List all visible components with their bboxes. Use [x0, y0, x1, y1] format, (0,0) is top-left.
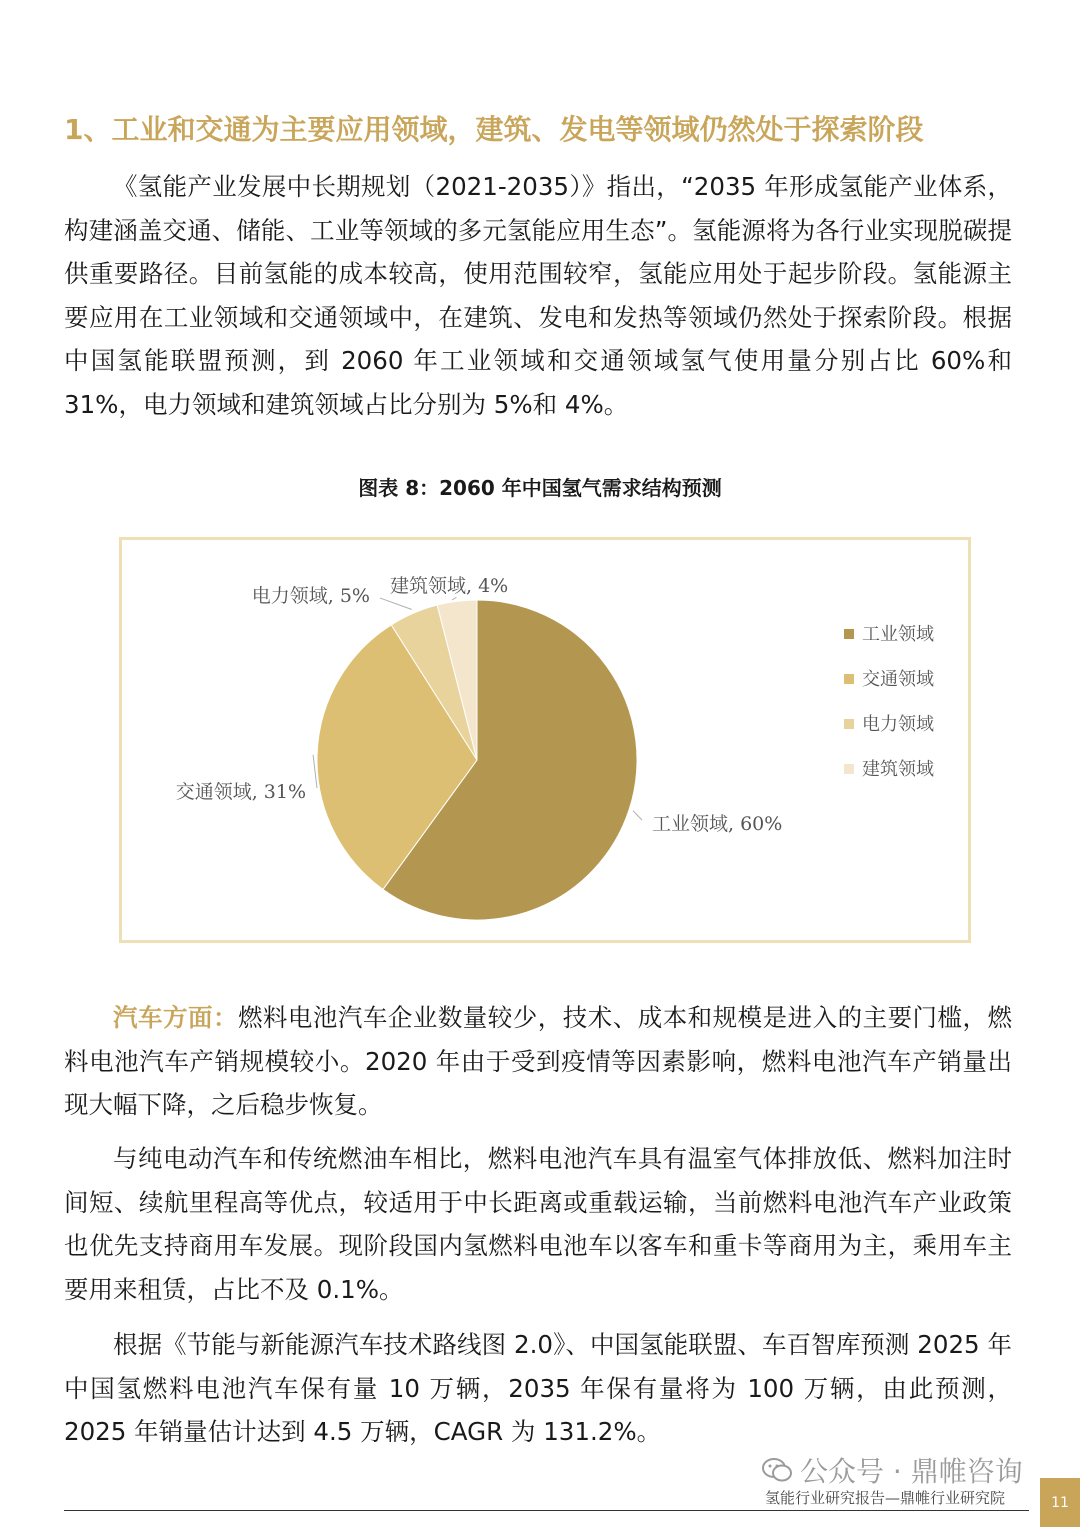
watermark-text: 公众号 · 鼎帷咨询 — [800, 1455, 1023, 1488]
paragraph-1: 《氢能产业发展中长期规划（2021-2035）》指出，“2035 年形成氢能产业体系，构建涵盖交通、储能、工业等领域的多元氢能应用生态”。氢能源将为各行业实现脱碳提供重要路径。目前氢能的成本较高，使用范围较窄，氢能应用处于起步阶段。氢能源主要应用在工业领域和交通领域中，在建筑、发电和发热等领域仍然处于探索阶段。根据中国氢能联盟预测，到 2060 年工业领域和交通领域氢气使用量分别占比 60%和 31%，电力领域和建筑领域占比分别为 5%和 4%。 — [64, 172, 1012, 419]
pie-chart — [122, 540, 968, 940]
legend-label-3: 电力领域 — [862, 714, 934, 735]
paragraph-3: 与纯电动汽车和传统燃油车相比，燃料电池汽车具有温室气体排放低、燃料加注时间短、续航里程高等优点，较适用于中长距离或重载运输，当前燃料电池汽车产业政策也优先支持商用车发展。现阶段国内氢燃料电池车以客车和重卡等商用为主，乘用车主要用来租赁，占比不及 0.1%。 — [64, 1144, 1012, 1304]
leader-line-3 — [380, 598, 412, 609]
leader-line-2 — [313, 755, 317, 788]
legend-label-1: 工业领域 — [862, 624, 934, 645]
legend-swatch-1 — [844, 629, 854, 639]
data-label-3: 电力领域, 5% — [251, 585, 370, 607]
paragraph-2-body: 燃料电池汽车企业数量较少，技术、成本和规模是进入的主要门槛，燃料电池汽车产销规模较小。2020 年由于受到疫情等因素影响，燃料电池汽车产销量出现大幅下降，之后稳步恢复。 — [64, 1003, 1013, 1120]
legend-label-4: 建筑领域 — [862, 759, 934, 780]
chart-frame — [119, 537, 971, 943]
legend-label-2: 交通领域 — [862, 669, 934, 690]
legend-swatch-4 — [844, 764, 854, 774]
footer-divider — [64, 1510, 1029, 1511]
leader-line-1 — [633, 811, 642, 820]
paragraph-4: 根据《节能与新能源汽车技术路线图 2.0》、中国氢能联盟、车百智库预测 2025 年中国氢燃料电池汽车保有量 10 万辆，2035 年保有量将为 100 万辆，由此预测，2025 年销量估计达到 4.5 万辆，CAGR 为 131.2%。 — [64, 1330, 1012, 1447]
wechat-icon — [762, 1457, 792, 1483]
watermark — [762, 1450, 1023, 1490]
data-label-1: 工业领域, 60% — [652, 813, 783, 835]
figure-title: 图表 8：2060 年中国氢气需求结构预测 — [358, 476, 722, 500]
section-heading: 1、工业和交通为主要应用领域，建筑、发电等领域仍然处于探索阶段 — [64, 113, 924, 146]
paragraph-2 — [64, 996, 1012, 1127]
data-label-2: 交通领域, 31% — [175, 781, 306, 803]
data-label-4: 建筑领域, 4% — [390, 575, 509, 597]
page-number: 11 — [1040, 1478, 1080, 1527]
legend-swatch-2 — [844, 674, 854, 684]
leader-line-4 — [452, 597, 456, 600]
footer-text: 氢能行业研究报告—鼎帷行业研究院 — [765, 1489, 1006, 1507]
legend-swatch-3 — [844, 719, 854, 729]
paragraph-2-lead: 汽车方面： — [113, 1003, 238, 1032]
